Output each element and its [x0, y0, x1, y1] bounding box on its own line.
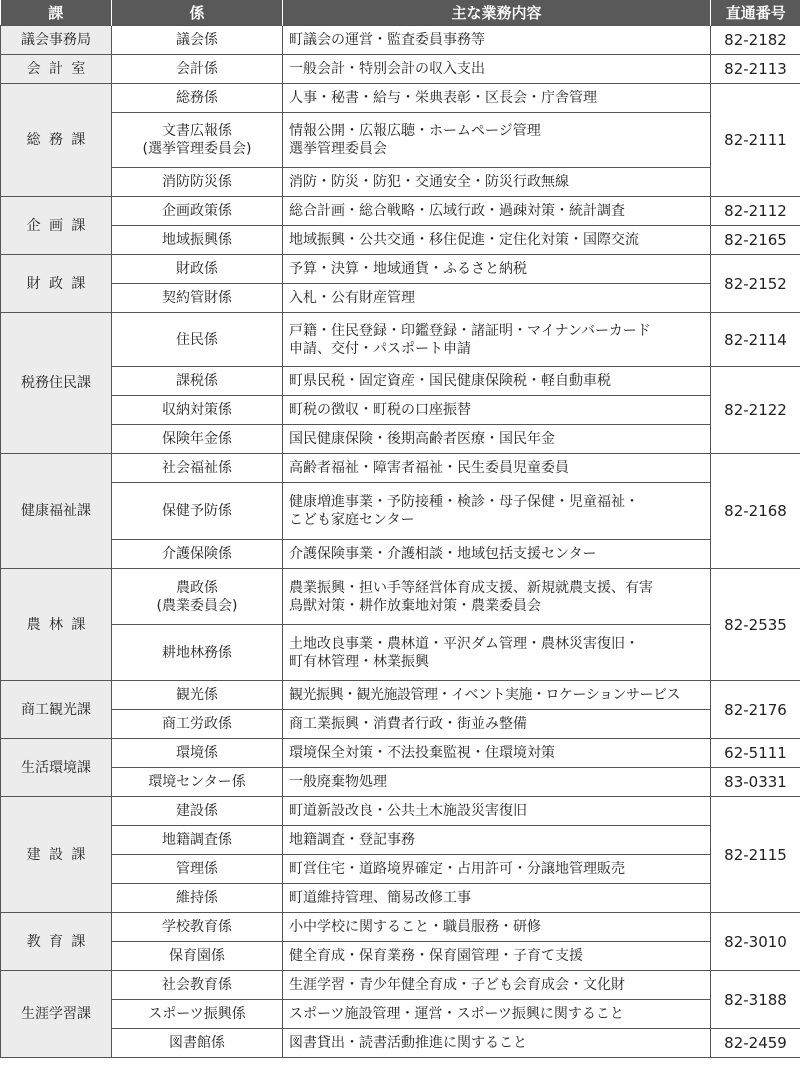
department-name: 税務住民課 [1, 313, 112, 454]
table-row [1, 826, 800, 855]
table-row [1, 540, 800, 569]
duties: 消防・防災・防犯・交通安全・防災行政無線 [283, 168, 711, 197]
phone-number: 82-2165 [711, 226, 800, 255]
duties: 観光振興・観光施設管理・イベント実施・ロケーションサービス [283, 681, 711, 710]
department-name: 教育課 [1, 913, 112, 971]
duties: 町道新設改良・公共土木施設災害復旧 [283, 797, 711, 826]
section-name [112, 113, 283, 168]
section-name: 総務係 [112, 84, 283, 113]
duties-line-2: 町有林管理・林業振興 [289, 653, 429, 670]
duties-line-1: 農業振興・担い手等経営体育成支援、新規就農支援、有害 [289, 579, 653, 596]
section-name: 管理係 [112, 855, 283, 884]
phone-number: 82-2114 [711, 313, 800, 367]
section-name: 環境センター係 [112, 768, 283, 797]
table-row [1, 26, 800, 55]
section-name: 地域振興係 [112, 226, 283, 255]
duties-line-1: 健康増進事業・予防接種・検診・母子保健・児童福祉・ [289, 494, 639, 510]
duties-line-2: 選挙管理委員会 [289, 141, 387, 157]
duties: 図書貸出・読書活動推進に関すること [283, 1029, 711, 1058]
phone-number: 82-2168 [711, 454, 800, 569]
duties [283, 483, 711, 540]
department-name: 議会事務局 [1, 26, 112, 55]
header-ka: 課 [1, 0, 112, 26]
duties-line-2: 鳥獣対策・耕作放棄地対策・農業委員会 [289, 597, 541, 614]
duties-line-2: こども家庭センター [289, 512, 415, 528]
section-name: 議会係 [112, 26, 283, 55]
table-row [1, 396, 800, 425]
section-name: 観光係 [112, 681, 283, 710]
table-row [1, 313, 800, 367]
duties [283, 569, 711, 625]
department-name: 会計室 [1, 55, 112, 84]
table-row [1, 84, 800, 113]
phone-number: 82-3010 [711, 913, 800, 971]
phone-number: 82-2113 [711, 55, 800, 84]
header-tel: 直通番号 [711, 0, 800, 26]
header-kakari: 係 [112, 0, 283, 26]
duties: 地籍調査・登記事務 [283, 826, 711, 855]
duties: 総合計画・総合戦略・広域行政・過疎対策・統計調査 [283, 197, 711, 226]
duties: 地域振興・公共交通・移住促進・定住化対策・国際交流 [283, 226, 711, 255]
phone-number: 82-2152 [711, 255, 800, 313]
table-row [1, 971, 800, 1000]
section-name: 図書館係 [112, 1029, 283, 1058]
table-row [1, 739, 800, 768]
duties: 一般会計・特別会計の収入支出 [283, 55, 711, 84]
table-row [1, 113, 800, 168]
table-row [1, 226, 800, 255]
section-name: 会計係 [112, 55, 283, 84]
duties: スポーツ施設管理・運営・スポーツ振興に関すること [283, 1000, 711, 1029]
table-row [1, 884, 800, 913]
phone-number: 82-2111 [711, 84, 800, 197]
table-row [1, 255, 800, 284]
table-row [1, 168, 800, 197]
duties-line-1: 戸籍・住民登録・印鑑登録・諸証明・マイナンバーカード [289, 322, 651, 339]
section-name: 環境係 [112, 739, 283, 768]
table-row [1, 797, 800, 826]
section-name: 契約管財係 [112, 284, 283, 313]
section-name: 住民係 [112, 313, 283, 367]
section-name-sub: (農業委員会) [156, 597, 238, 614]
section-name: スポーツ振興係 [112, 1000, 283, 1029]
department-name: 農林課 [1, 569, 112, 681]
section-name: 収納対策係 [112, 396, 283, 425]
duties: 国民健康保険・後期高齢者医療・国民年金 [283, 425, 711, 454]
table-row [1, 55, 800, 84]
table-row [1, 681, 800, 710]
duties: 人事・秘書・給与・栄典表彰・区長会・庁舎管理 [283, 84, 711, 113]
phone-number: 82-2176 [711, 681, 800, 739]
section-name: 課税係 [112, 367, 283, 396]
duties: 小中学校に関すること・職員服務・研修 [283, 913, 711, 942]
phone-number: 82-2459 [711, 1029, 800, 1058]
section-name-main: 農政係 [176, 579, 218, 596]
section-name: 保健予防係 [112, 483, 283, 540]
table-row [1, 367, 800, 396]
department-name: 財政課 [1, 255, 112, 313]
duties: 予算・決算・地域通貨・ふるさと納税 [283, 255, 711, 284]
section-name: 建設係 [112, 797, 283, 826]
table-row [1, 197, 800, 226]
duties: 環境保全対策・不法投棄監視・住環境対策 [283, 739, 711, 768]
table-row [1, 1000, 800, 1029]
phone-number: 62-5111 [711, 739, 800, 768]
phone-number: 82-2112 [711, 197, 800, 226]
table-row [1, 942, 800, 971]
duties: 町営住宅・道路境界確定・占用許可・分譲地管理販売 [283, 855, 711, 884]
table-row [1, 425, 800, 454]
table-row [1, 483, 800, 540]
department-name: 商工観光課 [1, 681, 112, 739]
department-name: 生涯学習課 [1, 971, 112, 1058]
section-name: 社会福祉係 [112, 454, 283, 483]
section-name [112, 569, 283, 625]
table-row [1, 913, 800, 942]
phone-number: 82-3188 [711, 971, 800, 1029]
duties: 町道維持管理、簡易改修工事 [283, 884, 711, 913]
duties [283, 313, 711, 367]
duties: 介護保険事業・介護相談・地域包括支援センター [283, 540, 711, 569]
phone-number: 82-2122 [711, 367, 800, 454]
table-row [1, 710, 800, 739]
section-name: 耕地林務係 [112, 625, 283, 681]
duties: 町議会の運営・監査委員事務等 [283, 26, 711, 55]
table-row [1, 284, 800, 313]
table-row [1, 1029, 800, 1058]
department-name: 企画課 [1, 197, 112, 255]
table-row [1, 768, 800, 797]
section-name: 消防防災係 [112, 168, 283, 197]
duties: 一般廃棄物処理 [283, 768, 711, 797]
duties: 商工業振興・消費者行政・街並み整備 [283, 710, 711, 739]
phone-number: 82-2182 [711, 26, 800, 55]
section-name: 地籍調査係 [112, 826, 283, 855]
duties [283, 625, 711, 681]
section-name: 学校教育係 [112, 913, 283, 942]
section-name: 財政係 [112, 255, 283, 284]
table-row [1, 855, 800, 884]
duties: 高齢者福祉・障害者福祉・民生委員児童委員 [283, 454, 711, 483]
section-name: 保険年金係 [112, 425, 283, 454]
phone-number: 82-2115 [711, 797, 800, 913]
department-name: 健康福祉課 [1, 454, 112, 569]
phone-number: 83-0331 [711, 768, 800, 797]
table-row [1, 454, 800, 483]
duties-line-2: 申請、交付・パスポート申請 [289, 340, 471, 357]
department-name: 生活環境課 [1, 739, 112, 797]
duties-line-1: 土地改良事業・農林道・平沢ダム管理・農林災害復旧・ [289, 635, 639, 652]
section-name: 介護保険係 [112, 540, 283, 569]
section-name: 保育園係 [112, 942, 283, 971]
phone-number: 82-2535 [711, 569, 800, 681]
header-row [1, 0, 800, 26]
section-name-main: 文書広報係 [162, 123, 232, 139]
department-name: 総務課 [1, 84, 112, 197]
section-name-sub: (選挙管理委員会) [142, 141, 252, 157]
duties: 町県民税・固定資産・国民健康保険税・軽自動車税 [283, 367, 711, 396]
department-name: 建設課 [1, 797, 112, 913]
duties: 健全育成・保育業務・保育園管理・子育て支援 [283, 942, 711, 971]
duties: 町税の徴収・町税の口座振替 [283, 396, 711, 425]
section-name: 社会教育係 [112, 971, 283, 1000]
duties [283, 113, 711, 168]
section-name: 企画政策係 [112, 197, 283, 226]
duties: 生涯学習・青少年健全育成・子ども会育成会・文化財 [283, 971, 711, 1000]
header-gyomu: 主な業務内容 [283, 0, 711, 26]
section-name: 商工労政係 [112, 710, 283, 739]
duties-line-1: 情報公開・広報広聴・ホームページ管理 [289, 123, 541, 139]
section-name: 維持係 [112, 884, 283, 913]
table-row [1, 569, 800, 625]
table-row [1, 625, 800, 681]
duties: 入札・公有財産管理 [283, 284, 711, 313]
